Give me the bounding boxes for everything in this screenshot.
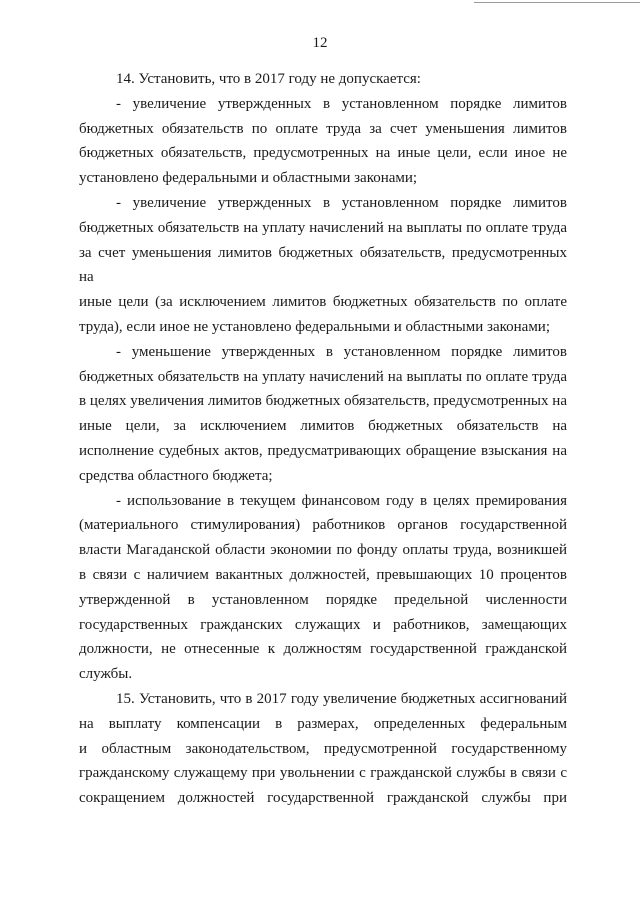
paragraph-line: средства областного бюджета; [79,467,273,484]
paragraph-line: - увеличение утвержденных в установленном порядке лимитов [116,95,567,112]
paragraph-line: в связи с наличием вакантных должностей, превышающих 10 процентов [79,566,567,583]
paragraph-line: службы. [79,666,133,683]
paragraph-line: в целях увеличения лимитов бюджетных обязательств, предусмотренных на [79,393,567,410]
paragraph [79,92,567,191]
paragraph-line: установлено федеральными и областными законами; [79,170,418,187]
paragraph-line: власти Магаданской области экономии по фонду оплаты труда, возникшей [79,542,567,559]
paragraph-line: бюджетных обязательств, предусмотренных на иные цели, если иное не [79,145,567,162]
paragraph-line: сокращением должностей государственной гражданской службы при [79,790,567,807]
paragraph-line: - использование в текущем финансовом году в целях премирования [116,492,567,509]
paragraph-line: государственных гражданских служащих и работников, замещающих [79,616,567,633]
paragraph-line: труда), если иное не установлено федеральными и областными законами; [79,318,551,335]
paragraph-line: и областным законодательством, предусмотренной государственному [79,740,567,757]
paragraph-line: утвержденной в установленном порядке предельной численности [79,591,567,608]
paragraph-line: - уменьшение утвержденных в установленном порядке лимитов [116,343,567,360]
paragraph-line: иные цели, за исключением лимитов бюджетных обязательств на [79,418,567,435]
paragraph-line: на выплату компенсации в размерах, определенных федеральным [79,715,567,732]
paragraph-line: 14. Установить, что в 2017 году не допускается: [116,71,421,87]
page-number: 12 [312,35,328,51]
paragraph-line: исполнение судебных актов, предусматривающих обращение взыскания на [79,442,567,459]
paragraph-line: за счет уменьшения лимитов бюджетных обязательств, предусмотренных на [79,244,567,286]
paragraph [79,687,567,811]
paragraph-line: бюджетных обязательств по оплате труда за счет уменьшения лимитов [79,120,567,137]
document-body [79,67,567,811]
paragraph [79,489,567,687]
paragraph-line: 15. Установить, что в 2017 году увеличение бюджетных ассигнований [116,690,567,707]
paragraph-line: гражданскому служащему при увольнении с гражданской службы в связи с [79,765,567,782]
paragraph [79,340,567,489]
paragraph [79,67,567,92]
paragraph-line: иные цели (за исключением лимитов бюджетных обязательств по оплате [79,294,567,311]
top-edge-rule [474,2,640,3]
paragraph [79,191,567,340]
paragraph-line: бюджетных обязательств на уплату начислений на выплаты по оплате труда [79,368,567,385]
paragraph-line: бюджетных обязательств на уплату начислений на выплаты по оплате труда [79,219,567,236]
paragraph-line: должности, не отнесенные к должностям государственной гражданской [79,641,567,658]
paragraph-line: - увеличение утвержденных в установленном порядке лимитов [116,194,567,211]
paragraph-line: (материального стимулирования) работников органов государственной [79,517,567,534]
